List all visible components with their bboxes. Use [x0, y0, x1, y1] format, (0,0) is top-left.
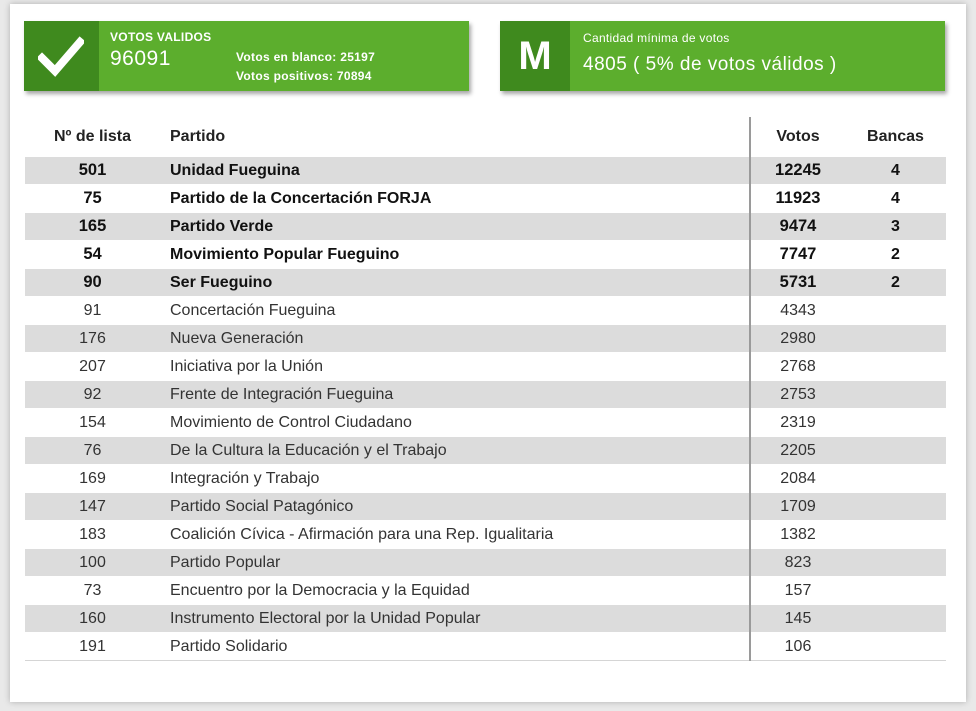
- table-row: [25, 409, 946, 437]
- minimum-votes-banner: [500, 21, 945, 91]
- table-row: [25, 297, 946, 325]
- cell-seats: 3: [845, 213, 946, 241]
- cell-list: 91: [25, 297, 160, 325]
- cell-seats: 2: [845, 269, 946, 297]
- table-row: [25, 437, 946, 465]
- cell-list: 160: [25, 605, 160, 633]
- cell-votes: 11923: [750, 185, 845, 213]
- table-row: [25, 269, 946, 297]
- cell-votes: 823: [750, 549, 845, 577]
- cell-seats: [845, 353, 946, 381]
- cell-party: Partido Social Patagónico: [160, 493, 750, 521]
- cell-list: 75: [25, 185, 160, 213]
- table-row: [25, 493, 946, 521]
- table-row: [25, 577, 946, 605]
- cell-party: De la Cultura la Educación y el Trabajo: [160, 437, 750, 465]
- cell-seats: [845, 521, 946, 549]
- m-badge: M: [500, 21, 570, 91]
- cell-seats: [845, 381, 946, 409]
- header-list-number: Nº de lista: [54, 128, 131, 145]
- cell-party: Encuentro por la Democracia y la Equidad: [160, 577, 750, 605]
- cell-seats: 4: [845, 157, 946, 185]
- cell-votes: 2768: [750, 353, 845, 381]
- cell-votes: 12245: [750, 157, 845, 185]
- cell-votes: 157: [750, 577, 845, 605]
- cell-list: 154: [25, 409, 160, 437]
- positive-votes-label: Votos positivos: 70894: [236, 69, 372, 83]
- cell-list: 90: [25, 269, 160, 297]
- cell-list: 176: [25, 325, 160, 353]
- table-header-row: [25, 117, 946, 157]
- table-row: [25, 325, 946, 353]
- cell-party: Concertación Fueguina: [160, 297, 750, 325]
- cell-party: Coalición Cívica - Afirmación para una Rep. Igualitaria: [160, 521, 750, 549]
- table-row: [25, 605, 946, 633]
- header-seats: Bancas: [867, 128, 924, 145]
- table-row: [25, 465, 946, 493]
- cell-votes: 2084: [750, 465, 845, 493]
- cell-votes: 4343: [750, 297, 845, 325]
- table-row: [25, 185, 946, 213]
- cell-list: 73: [25, 577, 160, 605]
- cell-party: Ser Fueguino: [160, 269, 750, 297]
- header-votes: Votos: [750, 117, 845, 157]
- cell-votes: 2980: [750, 325, 845, 353]
- cell-list: 92: [25, 381, 160, 409]
- cell-votes: 2319: [750, 409, 845, 437]
- results-table: [25, 117, 946, 661]
- results-card: [10, 4, 966, 702]
- cell-votes: 5731: [750, 269, 845, 297]
- cell-votes: 9474: [750, 213, 845, 241]
- table-row: [25, 381, 946, 409]
- cell-list: 165: [25, 213, 160, 241]
- cell-seats: [845, 325, 946, 353]
- cell-party: Instrumento Electoral por la Unidad Popular: [160, 605, 750, 633]
- table-row: [25, 157, 946, 185]
- cell-seats: [845, 437, 946, 465]
- valid-votes-title: VOTOS VALIDOS: [110, 30, 212, 44]
- cell-seats: [845, 297, 946, 325]
- check-icon-box: [24, 21, 99, 91]
- cell-party: Unidad Fueguina: [160, 157, 750, 185]
- table-row: [25, 521, 946, 549]
- cell-votes: 7747: [750, 241, 845, 269]
- cell-list: 207: [25, 353, 160, 381]
- cell-seats: [845, 577, 946, 605]
- cell-votes: 2205: [750, 437, 845, 465]
- cell-votes: 106: [750, 633, 845, 661]
- cell-list: 100: [25, 549, 160, 577]
- cell-party: Partido Solidario: [160, 633, 750, 661]
- check-icon: [38, 34, 84, 78]
- cell-party: Integración y Trabajo: [160, 465, 750, 493]
- cell-party: Movimiento de Control Ciudadano: [160, 409, 750, 437]
- table-row: [25, 241, 946, 269]
- cell-votes: 1709: [750, 493, 845, 521]
- blank-votes-label: Votos en blanco: 25197: [236, 50, 376, 64]
- cell-list: 501: [25, 157, 160, 185]
- valid-votes-banner: [24, 21, 469, 91]
- cell-seats: [845, 605, 946, 633]
- cell-seats: [845, 633, 946, 661]
- cell-party: Nueva Generación: [160, 325, 750, 353]
- cell-party: Partido de la Concertación FORJA: [160, 185, 750, 213]
- table-row: [25, 549, 946, 577]
- cell-party: Partido Popular: [160, 549, 750, 577]
- cell-party: Frente de Integración Fueguina: [160, 381, 750, 409]
- table-row: [25, 353, 946, 381]
- cell-seats: [845, 465, 946, 493]
- cell-seats: [845, 409, 946, 437]
- cell-seats: [845, 549, 946, 577]
- cell-seats: [845, 493, 946, 521]
- cell-list: 54: [25, 241, 160, 269]
- cell-list: 147: [25, 493, 160, 521]
- cell-party: Movimiento Popular Fueguino: [160, 241, 750, 269]
- minimum-votes-value: 4805 ( 5% de votos válidos ): [583, 54, 837, 75]
- header-party: Partido: [170, 128, 226, 145]
- valid-votes-total: 96091: [110, 47, 171, 70]
- table-row: [25, 633, 946, 661]
- cell-votes: 2753: [750, 381, 845, 409]
- cell-seats: 2: [845, 241, 946, 269]
- cell-seats: 4: [845, 185, 946, 213]
- cell-votes: 145: [750, 605, 845, 633]
- minimum-votes-title: Cantidad mínima de votos: [583, 31, 730, 45]
- cell-party: Iniciativa por la Unión: [160, 353, 750, 381]
- table-row: [25, 213, 946, 241]
- cell-party: Partido Verde: [160, 213, 750, 241]
- cell-list: 169: [25, 465, 160, 493]
- cell-list: 183: [25, 521, 160, 549]
- cell-votes: 1382: [750, 521, 845, 549]
- cell-list: 76: [25, 437, 160, 465]
- cell-list: 191: [25, 633, 160, 661]
